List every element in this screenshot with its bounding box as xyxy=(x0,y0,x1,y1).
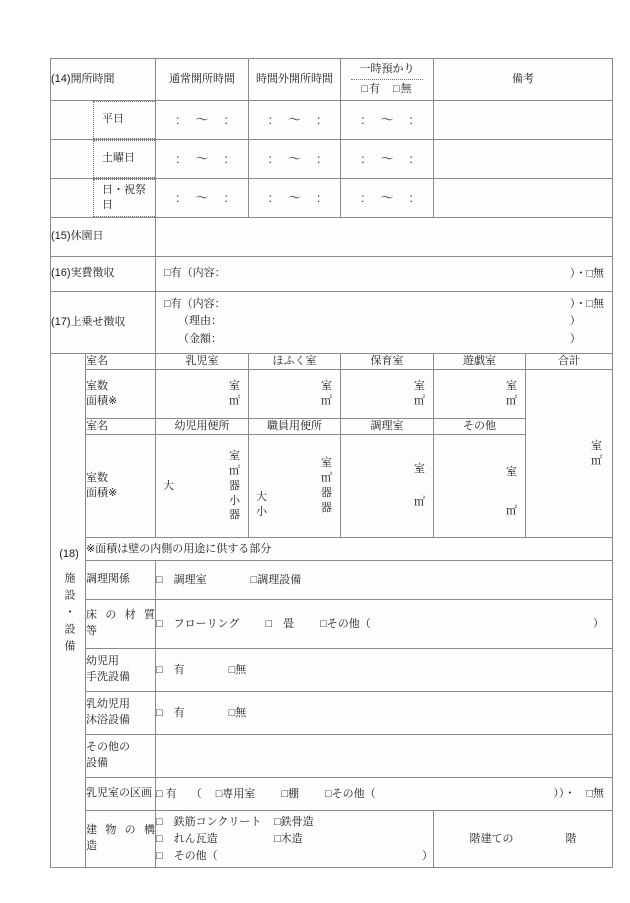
infant-bathing-label xyxy=(86,692,156,735)
building-structure-label-line2: 造 xyxy=(86,840,97,853)
structure-line-1[interactable] xyxy=(156,814,433,831)
floor-material-options[interactable] xyxy=(156,600,613,649)
kitchen-relation-options[interactable] xyxy=(156,561,613,600)
hours-section-no: (14) xyxy=(51,72,71,85)
day-label-cell-weekday xyxy=(51,100,156,139)
surcharge-content-line[interactable]: □有（内容： xyxy=(164,297,226,310)
room-col-other: その他 xyxy=(434,419,526,435)
toilet-small-label: 小 xyxy=(229,494,240,507)
room-value-kitchen[interactable] xyxy=(341,435,434,538)
child-handwash-no-checkbox[interactable]: □無 xyxy=(228,663,247,676)
partition-other-checkbox[interactable]: □その他（ xyxy=(325,787,376,800)
hours-section-title xyxy=(51,59,156,101)
time-end-colon: : xyxy=(317,112,321,127)
infant-room-partition-row xyxy=(51,778,613,811)
unit-room: 室 xyxy=(229,450,240,463)
floor-material-row xyxy=(51,600,613,649)
weekday-remarks[interactable] xyxy=(434,100,613,139)
infant-bathing-label-line1: 乳幼児用 xyxy=(86,698,130,711)
floor-other-checkbox[interactable]: □その他（ xyxy=(320,617,371,630)
time-start-colon: : xyxy=(176,190,180,205)
unit-room: 室 xyxy=(506,466,517,479)
child-handwash-yes-checkbox[interactable]: □ 有 xyxy=(156,663,185,676)
partition-open-paren: （ xyxy=(190,787,202,800)
hours-row-holiday xyxy=(51,178,613,217)
kitchen-relation-row xyxy=(51,561,613,600)
floor-material-label-line1: 床 の 材 質 xyxy=(86,609,155,622)
surcharge-tail-reason: ） xyxy=(569,315,581,328)
structure-other-checkbox[interactable]: □ その他（ xyxy=(156,849,218,862)
facility-application-form xyxy=(50,58,613,868)
rooms-row1-count-label xyxy=(86,370,156,419)
floor-tatami-checkbox[interactable]: □ 畳 xyxy=(265,617,295,630)
room-value-nursery[interactable] xyxy=(341,370,434,419)
room-value-other[interactable] xyxy=(434,435,526,538)
day-label-saturday: 土曜日 xyxy=(93,140,155,178)
floor-flooring-checkbox[interactable]: □ フローリング xyxy=(156,617,240,630)
surcharge-lines[interactable] xyxy=(156,292,612,354)
unit-room: 室 xyxy=(506,380,517,393)
weekday-overtime-hours[interactable] xyxy=(249,100,341,139)
closed-days-row xyxy=(51,217,613,256)
room-col-infant: 乳児室 xyxy=(156,354,249,370)
toilet-small-label: 小 xyxy=(256,506,267,518)
unit-sqm: ㎡ xyxy=(414,496,425,509)
floors-unit: 階 xyxy=(565,832,577,845)
unit-sqm: ㎡ xyxy=(229,395,240,408)
building-structure-label xyxy=(86,811,156,868)
building-structure-label-line1: 建 物 の 構 xyxy=(86,824,155,837)
infant-bathing-label-line2: 沐浴設備 xyxy=(86,714,130,727)
infant-room-partition-options[interactable] xyxy=(156,778,613,811)
child-handwash-label-line1: 幼児用 xyxy=(86,655,119,668)
time-end-colon: : xyxy=(224,112,228,127)
closed-days-value[interactable] xyxy=(156,217,613,256)
unit-sqm: ㎡ xyxy=(229,464,240,477)
infant-bathing-row xyxy=(51,692,613,735)
rooms-count-label-line1: 室数 xyxy=(86,380,108,393)
unit-room: 室 xyxy=(321,380,332,393)
hours-row-saturday xyxy=(51,139,613,178)
holiday-remarks[interactable] xyxy=(434,178,613,217)
room-value-total[interactable] xyxy=(526,370,613,538)
time-tilde: ～ xyxy=(195,150,209,166)
time-tilde: ～ xyxy=(380,150,394,166)
holiday-normal-hours[interactable] xyxy=(156,178,249,217)
time-tilde: ～ xyxy=(195,189,209,205)
time-start-colon: : xyxy=(268,151,272,166)
time-tilde: ～ xyxy=(287,111,301,127)
room-col-nursery: 保育室 xyxy=(341,354,434,370)
temporary-care-checkboxes[interactable]: □有 □無 xyxy=(361,82,413,95)
holiday-temporary-hours[interactable] xyxy=(341,178,434,217)
total-unit-sqm: ㎡ xyxy=(591,454,602,467)
weekday-temporary-hours[interactable] xyxy=(341,100,434,139)
other-equipment-label-line2: 設備 xyxy=(86,757,108,770)
time-tilde: ～ xyxy=(287,150,301,166)
structure-other-close-paren: ） xyxy=(422,849,433,862)
time-start-colon: : xyxy=(176,112,180,127)
other-equipment-label-line1: その他の xyxy=(86,741,130,754)
saturday-temporary-hours[interactable] xyxy=(341,139,434,178)
surcharge-amount-line[interactable]: （金額： xyxy=(178,332,222,345)
surcharge-no: (17) xyxy=(51,316,71,329)
infant-bathing-yes-checkbox[interactable]: □ 有 xyxy=(156,706,185,719)
structure-rc-checkbox[interactable]: □ 鉄筋コンクリート xyxy=(156,815,262,828)
time-end-colon: : xyxy=(409,151,413,166)
time-start-colon: : xyxy=(361,151,365,166)
area-note: ※面積は壁の内側の用途に供する部分 xyxy=(86,538,613,561)
saturday-overtime-hours[interactable] xyxy=(249,139,341,178)
kitchen-equipment-checkbox[interactable]: □調理設備 xyxy=(250,573,302,586)
building-floors-cell[interactable] xyxy=(434,811,613,868)
col-remarks: 備考 xyxy=(434,59,613,101)
day-label-weekday: 平日 xyxy=(93,101,155,139)
time-start-colon: : xyxy=(361,190,365,205)
kitchen-relation-label: 調理関係 xyxy=(86,561,156,600)
facilities-vertical-title-wrap xyxy=(52,572,86,657)
closed-days-label: 休園日 xyxy=(70,230,104,243)
surcharge-label: 上乗せ徴収 xyxy=(70,316,126,329)
weekday-normal-hours[interactable] xyxy=(156,100,249,139)
time-tilde: ～ xyxy=(287,189,301,205)
rooms-row2-name-label: 室名 xyxy=(86,419,156,435)
day-label-holiday: 日・祝祭日 xyxy=(93,179,155,217)
facilities-section-no: (18) xyxy=(59,548,79,560)
room-col-child-toilet: 幼児用便所 xyxy=(156,419,249,435)
building-structure-row xyxy=(51,811,613,868)
unit-device-small: 器 xyxy=(321,502,332,514)
child-handwash-label-line2: 手洗設備 xyxy=(86,671,130,684)
time-start-colon: : xyxy=(176,151,180,166)
time-start-colon: : xyxy=(268,112,272,127)
child-toilet-units xyxy=(229,441,248,531)
saturday-remarks[interactable] xyxy=(434,139,613,178)
unit-sqm: ㎡ xyxy=(414,395,425,408)
infant-bathing-options[interactable] xyxy=(156,692,613,735)
structure-brick-checkbox[interactable]: □ れん瓦造 xyxy=(156,832,218,845)
floor-material-label xyxy=(86,600,156,649)
closed-days-no: (15) xyxy=(51,230,71,243)
time-end-colon: : xyxy=(224,151,228,166)
actual-cost-option-yes[interactable]: □有（内容： xyxy=(164,267,226,280)
col-normal-hours: 通常開所時間 xyxy=(156,59,249,101)
time-tilde: ～ xyxy=(380,111,394,127)
room-value-crawling[interactable] xyxy=(249,370,341,419)
room-value-infant[interactable] xyxy=(156,370,249,419)
room-value-staff-toilet[interactable] xyxy=(249,435,341,538)
unit-device-big: 器 xyxy=(321,487,332,500)
rooms-values-row-1 xyxy=(51,370,613,419)
rooms-count-label-line2: 面積※ xyxy=(86,395,118,408)
floor-material-label-line2: 等 xyxy=(86,625,97,638)
time-start-colon: : xyxy=(268,190,272,205)
time-tilde: ～ xyxy=(195,111,209,127)
time-end-colon: : xyxy=(317,190,321,205)
child-handwash-label xyxy=(86,649,156,692)
room-value-play[interactable] xyxy=(434,370,526,419)
day-label-cell-holiday xyxy=(51,178,156,217)
building-structure-options[interactable] xyxy=(156,811,434,868)
temporary-care-label: 一時預かり xyxy=(351,59,423,80)
actual-cost-value-cell[interactable] xyxy=(156,256,613,291)
partition-private-room-checkbox[interactable]: □専用室 xyxy=(215,787,256,800)
other-equipment-row xyxy=(51,735,613,778)
surcharge-row xyxy=(51,291,613,354)
actual-cost-option-no[interactable]: ）・□無 xyxy=(569,267,604,280)
surcharge-reason-line[interactable]: （理由： xyxy=(178,315,222,328)
surcharge-tails[interactable] xyxy=(570,296,604,349)
floors-label: 階建ての xyxy=(469,832,514,845)
unit-sqm: ㎡ xyxy=(506,505,517,518)
surcharge-tail-no[interactable]: ）・□無 xyxy=(569,297,604,310)
partition-yes-checkbox[interactable]: □ 有 xyxy=(156,787,177,800)
hours-header-row xyxy=(51,59,613,101)
partition-shelf-checkbox[interactable]: □棚 xyxy=(281,787,300,800)
child-handwash-row xyxy=(51,649,613,692)
total-unit-room: 室 xyxy=(591,439,602,452)
other-equipment-value[interactable] xyxy=(156,735,613,778)
rooms-header-row-1 xyxy=(51,354,613,370)
room-col-crawling: ほふく室 xyxy=(249,354,341,370)
unit-room: 室 xyxy=(414,380,425,393)
structure-line-3[interactable] xyxy=(156,848,433,865)
col-temporary-care xyxy=(341,59,434,101)
unit-room: 室 xyxy=(321,457,332,470)
hours-section-label: 開所時間 xyxy=(70,72,115,85)
staff-toilet-units xyxy=(321,438,340,533)
room-col-staff-toilet: 職員用便所 xyxy=(249,419,341,435)
rooms-count-label-line2: 面積※ xyxy=(86,487,118,500)
partition-no-checkbox[interactable]: ））・ □無 xyxy=(553,787,604,800)
actual-cost-title xyxy=(51,256,156,291)
unit-room: 室 xyxy=(414,463,425,476)
facilities-vertical-title: 施設・設備 xyxy=(63,572,75,657)
room-col-total: 合計 xyxy=(526,354,613,370)
col-overtime-hours: 時間外開所時間 xyxy=(249,59,341,101)
hours-row-weekday xyxy=(51,100,613,139)
time-tilde: ～ xyxy=(380,189,394,205)
structure-wood-checkbox[interactable]: □木造 xyxy=(274,832,303,845)
structure-steel-checkbox[interactable]: □鉄骨造 xyxy=(274,815,314,828)
infant-room-partition-label: 乳児室の区画 xyxy=(86,778,156,811)
holiday-overtime-hours[interactable] xyxy=(249,178,341,217)
floor-other-close-paren: ） xyxy=(593,617,604,630)
other-equipment-label xyxy=(86,735,156,778)
room-col-play: 遊戯室 xyxy=(434,354,526,370)
day-label-cell-saturday xyxy=(51,139,156,178)
kitchen-room-checkbox[interactable]: □ 調理室 xyxy=(156,573,207,586)
area-note-row xyxy=(51,538,613,561)
unit-sqm: ㎡ xyxy=(321,472,332,485)
child-handwash-options[interactable] xyxy=(156,649,613,692)
structure-line-2[interactable] xyxy=(156,831,433,848)
unit-sqm: ㎡ xyxy=(506,395,517,408)
actual-cost-row xyxy=(51,256,613,291)
time-end-colon: : xyxy=(409,112,413,127)
staff-toilet-size-labels xyxy=(249,438,321,533)
rooms-count-label-line1: 室数 xyxy=(86,472,108,485)
unit-sqm: ㎡ xyxy=(321,395,332,408)
surcharge-value-cell[interactable] xyxy=(156,291,613,354)
unit-device-small: 器 xyxy=(229,509,240,522)
closed-days-title xyxy=(51,217,156,256)
unit-device-big: 器 xyxy=(229,479,240,492)
time-end-colon: : xyxy=(409,190,413,205)
toilet-big-label: 大 xyxy=(256,491,267,504)
infant-bathing-no-checkbox[interactable]: □無 xyxy=(228,706,247,719)
rooms-row1-name-label: 室名 xyxy=(86,354,156,370)
unit-room: 室 xyxy=(229,380,240,393)
room-col-kitchen: 調理室 xyxy=(341,419,434,435)
time-end-colon: : xyxy=(317,151,321,166)
room-value-child-toilet[interactable] xyxy=(156,435,249,538)
actual-cost-no: (16) xyxy=(51,267,71,280)
actual-cost-label: 実費徴収 xyxy=(70,267,115,280)
rooms-row2-count-label xyxy=(86,435,156,538)
surcharge-title xyxy=(51,291,156,354)
surcharge-tail-amount: ） xyxy=(569,332,581,345)
time-end-colon: : xyxy=(224,190,228,205)
saturday-normal-hours[interactable] xyxy=(156,139,249,178)
time-start-colon: : xyxy=(361,112,365,127)
child-toilet-size-labels xyxy=(156,441,229,531)
toilet-big-label: 大 xyxy=(163,479,174,492)
